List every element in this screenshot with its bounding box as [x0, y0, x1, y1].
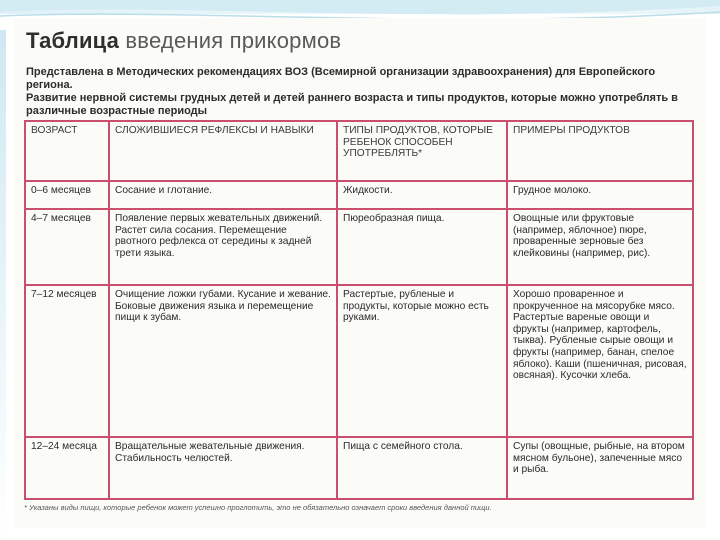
header-reflexes: СЛОЖИВШИЕСЯ РЕФЛЕКСЫ И НАВЫКИ — [109, 121, 337, 181]
table-row — [25, 437, 693, 499]
cell-age: 4–7 месяцев — [25, 209, 109, 285]
left-decorative-edge — [0, 30, 6, 540]
cell-types: Пюреобразная пища. — [337, 209, 507, 285]
cell-examples: Грудное молоко. — [507, 181, 693, 209]
table-row — [25, 181, 693, 209]
page-title — [26, 28, 341, 54]
cell-reflexes: Вращательные жевательные движения. Стабильность челюстей. — [109, 437, 337, 499]
intro-line-2: Развитие нервной системы грудных детей и детей раннего возраста и типы продуктов, которые можно употреблять в различные возрастные периоды — [26, 92, 678, 117]
cell-types: Пища с семейного стола. — [337, 437, 507, 499]
cell-types: Растертые, рубленые и продукты, которые можно есть руками. — [337, 285, 507, 437]
title-bold: Таблица — [26, 28, 120, 53]
header-age: ВОЗРАСТ — [25, 121, 109, 181]
cell-examples: Супы (овощные, рыбные, на втором мясном бульоне), запеченные мясо и рыба. — [507, 437, 693, 499]
title-rest: введения прикормов — [119, 28, 342, 53]
header-product-examples: ПРИМЕРЫ ПРОДУКТОВ — [507, 121, 693, 181]
feeding-table — [24, 120, 694, 500]
intro-line-1: Представлена в Методических рекомендациях ВОЗ (Всемирной организации здравоохранения) для Европейского региона. — [26, 66, 656, 91]
cell-types: Жидкости. — [337, 181, 507, 209]
cell-reflexes: Появление первых жевательных движений. Растет сила сосания. Перемещение рвотного рефлекса от середины к задней трети языка. — [109, 209, 337, 285]
table-row — [25, 209, 693, 285]
intro-text — [26, 66, 686, 118]
cell-examples: Овощные или фруктовые (например, яблочное) пюре, проваренные зерновые без клейковины (например, рис). — [507, 209, 693, 285]
header-product-types: ТИПЫ ПРОДУКТОВ, КОТОРЫЕ РЕБЕНОК СПОСОБЕН УПОТРЕБЛЯТЬ* — [337, 121, 507, 181]
table-row — [25, 285, 693, 437]
cell-age: 0–6 месяцев — [25, 181, 109, 209]
table-footnote: * Указаны виды пищи, которые ребенок может успешно проглотить, это не обязательно означает сроки введения данной пищи. — [24, 503, 492, 512]
cell-age: 7–12 месяцев — [25, 285, 109, 437]
cell-examples: Хорошо проваренное и прокрученное на мясорубке мясо. Растертые вареные овощи и фрукты (например, картофель, тыква). Рубленые сырые овощи и фрукты (например, банан, спелое яблоко). Каши (пшеничная, рисовая, овсяная). Кусочки хлеба. — [507, 285, 693, 437]
cell-reflexes: Очищение ложки губами. Кусание и жевание. Боковые движения языка и перемещение пищи к зубам. — [109, 285, 337, 437]
table-header-row — [25, 121, 693, 181]
cell-reflexes: Сосание и глотание. — [109, 181, 337, 209]
cell-age: 12–24 месяца — [25, 437, 109, 499]
